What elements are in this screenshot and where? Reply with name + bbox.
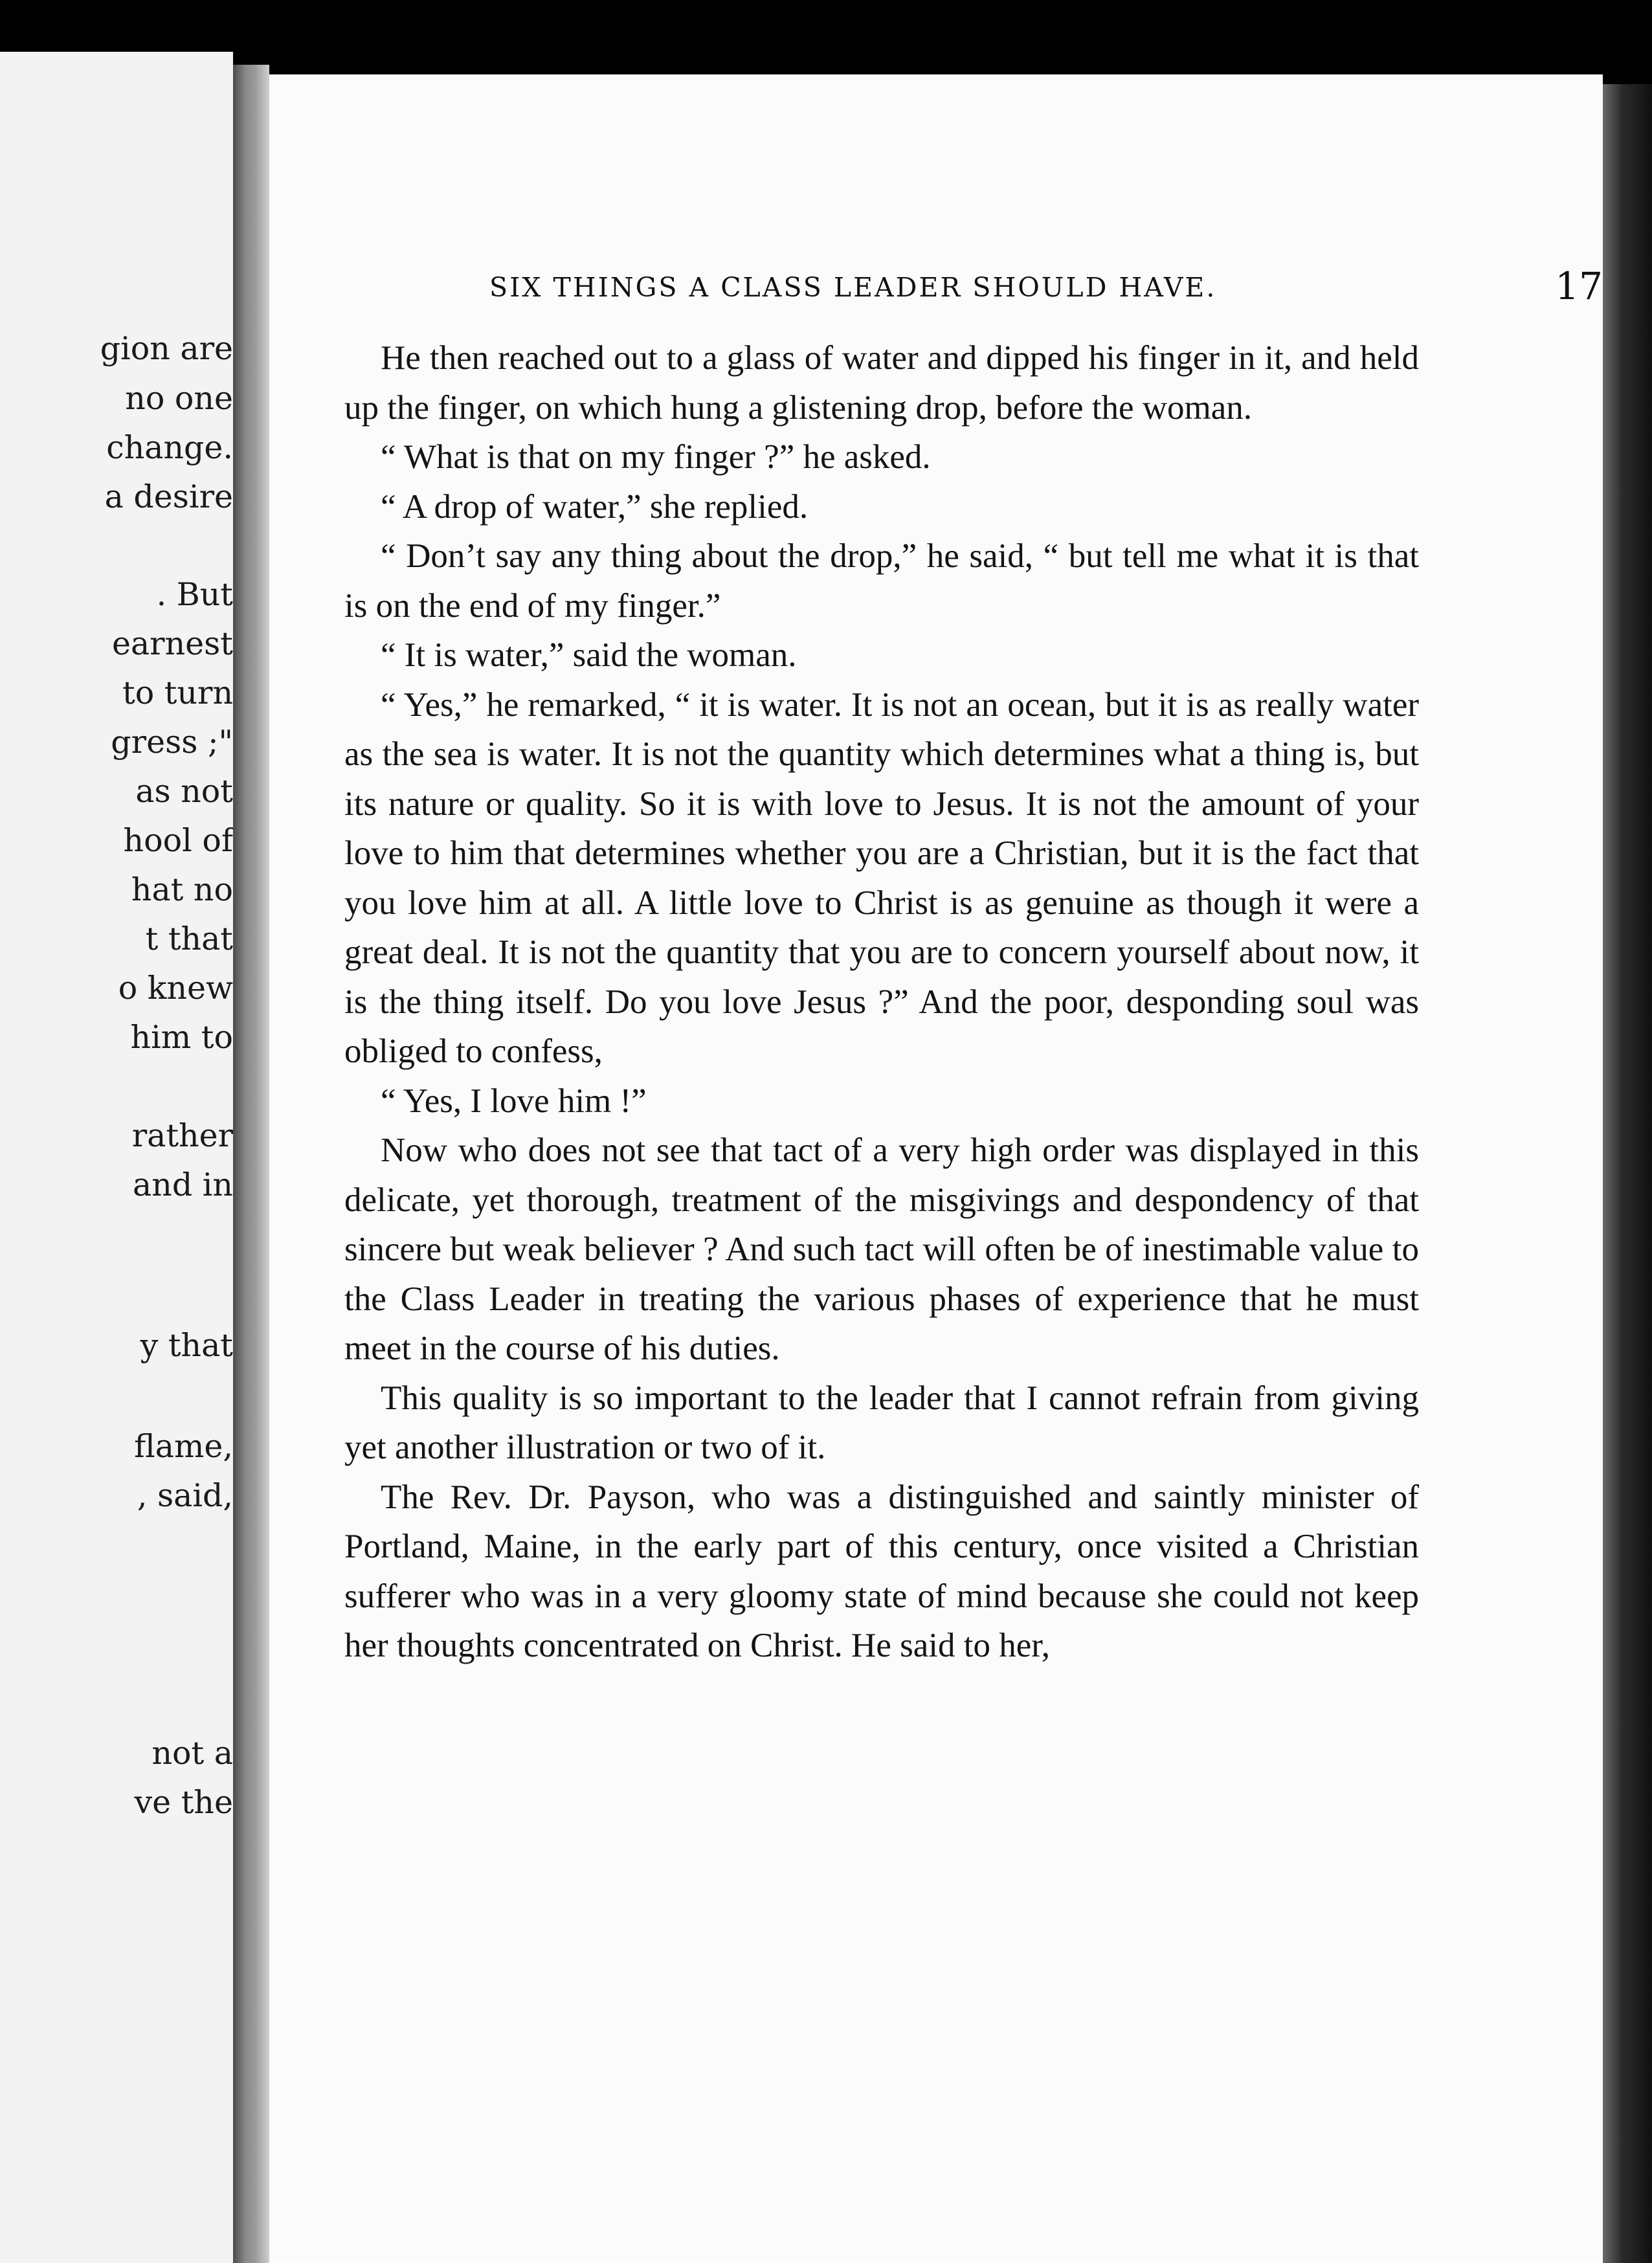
left-page-line: o knew (118, 970, 233, 1007)
paragraph: This quality is so important to the leader that I cannot refrain from giving yet another illustration or two of it. (344, 1379, 1419, 1466)
left-page-line: rather (131, 1117, 233, 1154)
left-page-line: gion are (100, 330, 233, 367)
left-facing-page (0, 52, 233, 2263)
paragraph: “ A drop of water,” she replied. (381, 487, 809, 526)
left-page-line: a desire (104, 478, 233, 515)
paragraph: “ It is water,” said the woman. (381, 636, 797, 674)
left-page-line: him to (130, 1019, 233, 1056)
left-page-line: and in (133, 1166, 233, 1203)
left-page-line: as not (135, 773, 233, 810)
left-page-line: gress ;" (111, 724, 233, 761)
page-edge-shadow (1603, 84, 1652, 2263)
running-head-title: SIX THINGS A CLASS LEADER SHOULD HAVE. (489, 272, 1217, 303)
paragraph: “ Yes,” he remarked, “ it is water. It is not an ocean, but it is as really water as the sea is water. It is not the quantity which determines what a thing is, but its nature or quality. So it is with love to Jesus. It is not the amount of your love to him that determines whether you are a Christian, but it is the fact that you love him at all. A little love to Christ is as genuine as though it were a great deal. It is not the quantity that you are to concern yourself about now, it is the thing itself. Do you love Jesus ?” And the poor, desponding soul was obliged to confess, (344, 686, 1419, 1070)
paragraph: “ Yes, I love him !” (381, 1082, 647, 1120)
paragraph: “ What is that on my finger ?” he asked. (381, 438, 931, 476)
page-body (344, 333, 1419, 1671)
paragraph: The Rev. Dr. Payson, who was a distinguished and saintly minister of Portland, Maine, in the early part of this century, once visited a Christian sufferer who was in a very gloomy state of mind because she could not keep her thoughts concentrated on Christ. He said to her, (344, 1478, 1419, 1664)
book-gutter (233, 65, 269, 2263)
left-page-line: earnest (111, 625, 233, 662)
page-number: 17 (1555, 264, 1603, 308)
left-page-line: no one (125, 380, 233, 417)
left-page-line: not a (151, 1735, 233, 1772)
left-page-line: change. (106, 429, 233, 466)
right-page (269, 74, 1603, 2263)
left-page-line: y that (140, 1327, 233, 1364)
paragraph: “ Don’t say any thing about the drop,” he said, “ but tell me what it is that is on the end of my finger.” (344, 537, 1419, 625)
left-page-line: ve the (134, 1784, 233, 1821)
left-page-line: t that (145, 920, 233, 957)
left-page-line: hat no (131, 871, 233, 908)
left-page-line: , said, (137, 1477, 233, 1514)
left-page-line: flame, (134, 1428, 233, 1465)
left-page-line: to turn (122, 674, 233, 711)
paragraph: He then reached out to a glass of water and dipped his finger in it, and held up the finger, on which hung a glistening drop, before the woman. (344, 339, 1419, 427)
left-page-line: . But (156, 576, 233, 613)
paragraph: Now who does not see that tact of a very high order was displayed in this delicate, yet thorough, treatment of the misgivings and despondency of that sincere but weak believer ? And such tact will often be of inestimable value to the Class Leader in treating the various phases of experience that he must meet in the course of his duties. (344, 1132, 1419, 1367)
left-page-line: hool of (123, 822, 233, 859)
